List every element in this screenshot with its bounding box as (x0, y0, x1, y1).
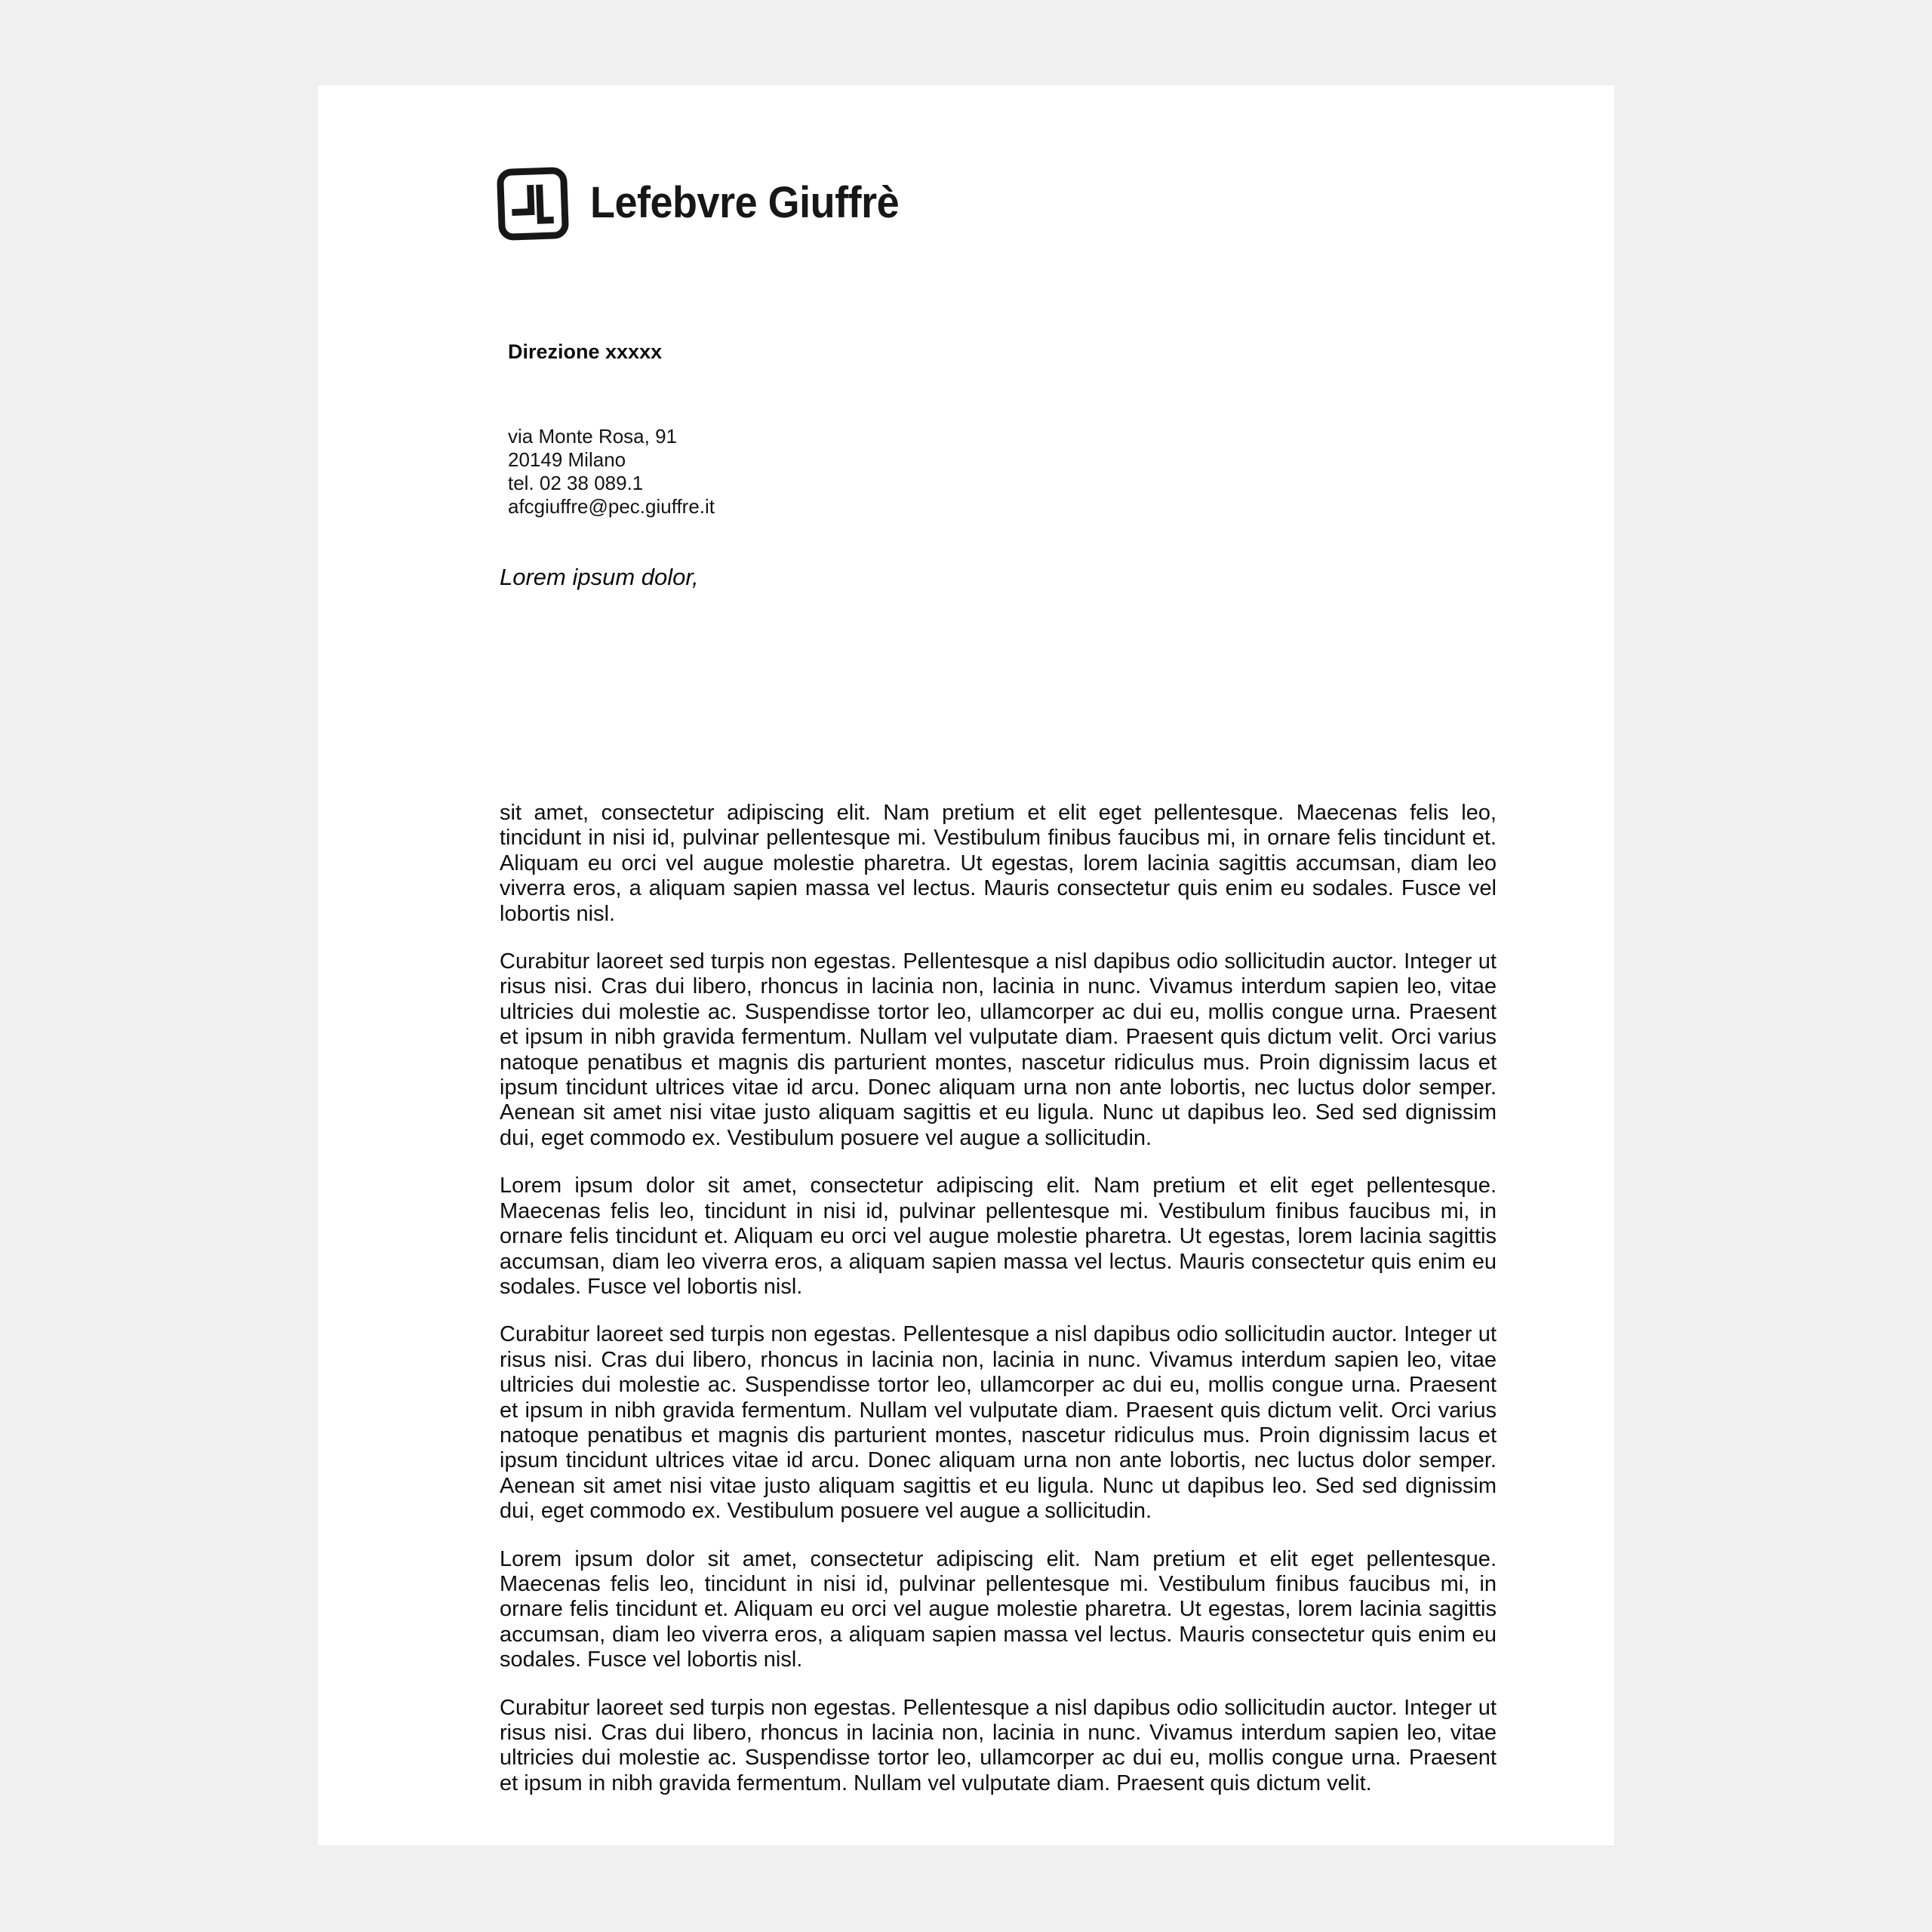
paragraph: Curabitur laoreet sed turpis non egestas. Pellentesque a nisl dapibus odio sollicitudin auctor. Integer ut risus nisi. Cras dui libero, rhoncus in lacinia non, lacinia in nunc. Vivamus interdum sapien leo, vitae ultricies dui molestie ac. Suspendisse tortor leo, ullamcorper ac dui eu, mollis congue urna. Praesent et ipsum in nibh gravida fermentum. Nullam vel vulputate diam. Praesent quis dictum velit. (500, 1695, 1497, 1795)
paragraph: Curabitur laoreet sed turpis non egestas. Pellentesque a nisl dapibus odio sollicitudin auctor. Integer ut risus nisi. Cras dui libero, rhoncus in lacinia non, lacinia in nunc. Vivamus interdum sapien leo, vitae ultricies dui molestie ac. Suspendisse tortor leo, ullamcorper ac dui eu, mollis congue urna. Praesent et ipsum in nibh gravida fermentum. Nullam vel vulputate diam. Praesent quis dictum velit. Orci varius natoque penatibus et magnis dis parturient montes, nascetur ridiculus mus. Proin dignissim lacus et ipsum tincidunt ultrices vitae id arcu. Donec aliquam urna non ante lobortis, nec luctus dolor semper. Aenean sit amet nisi vitae justo aliquam sagittis et eu ligula. Nunc ut dapibus leo. Sed sed dignissim dui, eget commodo ex. Vestibulum posuere vel augue a sollicitudin. (500, 1322, 1497, 1524)
salutation: Lorem ipsum dolor, (500, 564, 699, 590)
address-email: afcgiuffre@pec.giuffre.it (508, 495, 715, 518)
address-city: 20149 Milano (508, 448, 626, 471)
letter-page (318, 85, 1614, 1845)
address-street: via Monte Rosa, 91 (508, 425, 678, 448)
paragraph: Curabitur laoreet sed turpis non egestas. Pellentesque a nisl dapibus odio sollicitudin auctor. Integer ut risus nisi. Cras dui libero, rhoncus in lacinia non, lacinia in nunc. Vivamus interdum sapien leo, vitae ultricies dui molestie ac. Suspendisse tortor leo, ullamcorper ac dui eu, mollis congue urna. Praesent et ipsum in nibh gravida fermentum. Nullam vel vulputate diam. Praesent quis dictum velit. Orci varius natoque penatibus et magnis dis parturient montes, nascetur ridiculus mus. Proin dignissim lacus et ipsum tincidunt ultrices vitae id arcu. Donec aliquam urna non ante lobortis, nec luctus dolor semper. Aenean sit amet nisi vitae justo aliquam sagittis et eu ligula. Nunc ut dapibus leo. Sed sed dignissim dui, eget commodo ex. Vestibulum posuere vel augue a sollicitudin. (500, 949, 1497, 1150)
letterhead-logo (497, 167, 922, 241)
paragraph: Lorem ipsum dolor sit amet, consectetur adipiscing elit. Nam pretium et elit eget pellentesque. Maecenas felis leo, tincidunt in nisi id, pulvinar pellentesque mi. Vestibulum finibus faucibus mi, in ornare felis tincidunt et. Aliquam eu orci vel augue molestie pharetra. Ut egestas, lorem lacinia sagittis accumsan, diam leo viverra eros, a aliquam sapien massa vel lectus. Mauris consectetur quis enim eu sodales. Fusce vel lobortis nisl. (500, 1546, 1497, 1672)
letter-body (500, 801, 1497, 1819)
department-line: Direzione xxxxx (508, 340, 663, 363)
address-phone: tel. 02 38 089.1 (508, 472, 644, 494)
lefebvre-giuffre-monogram-icon (497, 167, 569, 241)
address-block (508, 425, 715, 518)
paragraph: sit amet, consectetur adipiscing elit. Nam pretium et elit eget pellentesque. Maecenas felis leo, tincidunt in nisi id, pulvinar pellentesque mi. Vestibulum finibus faucibus mi, in ornare felis tincidunt et. Aliquam eu orci vel augue molestie pharetra. Ut egestas, lorem lacinia sagittis accumsan, diam leo viverra eros, a aliquam sapien massa vel lectus. Mauris consectetur quis enim eu sodales. Fusce vel lobortis nisl. (500, 801, 1497, 926)
brand-wordmark: Lefebvre Giuffrè (590, 177, 900, 227)
paragraph: Lorem ipsum dolor sit amet, consectetur adipiscing elit. Nam pretium et elit eget pellentesque. Maecenas felis leo, tincidunt in nisi id, pulvinar pellentesque mi. Vestibulum finibus faucibus mi, in ornare felis tincidunt et. Aliquam eu orci vel augue molestie pharetra. Ut egestas, lorem lacinia sagittis accumsan, diam leo viverra eros, a aliquam sapien massa vel lectus. Mauris consectetur quis enim eu sodales. Fusce vel lobortis nisl. (500, 1174, 1497, 1299)
